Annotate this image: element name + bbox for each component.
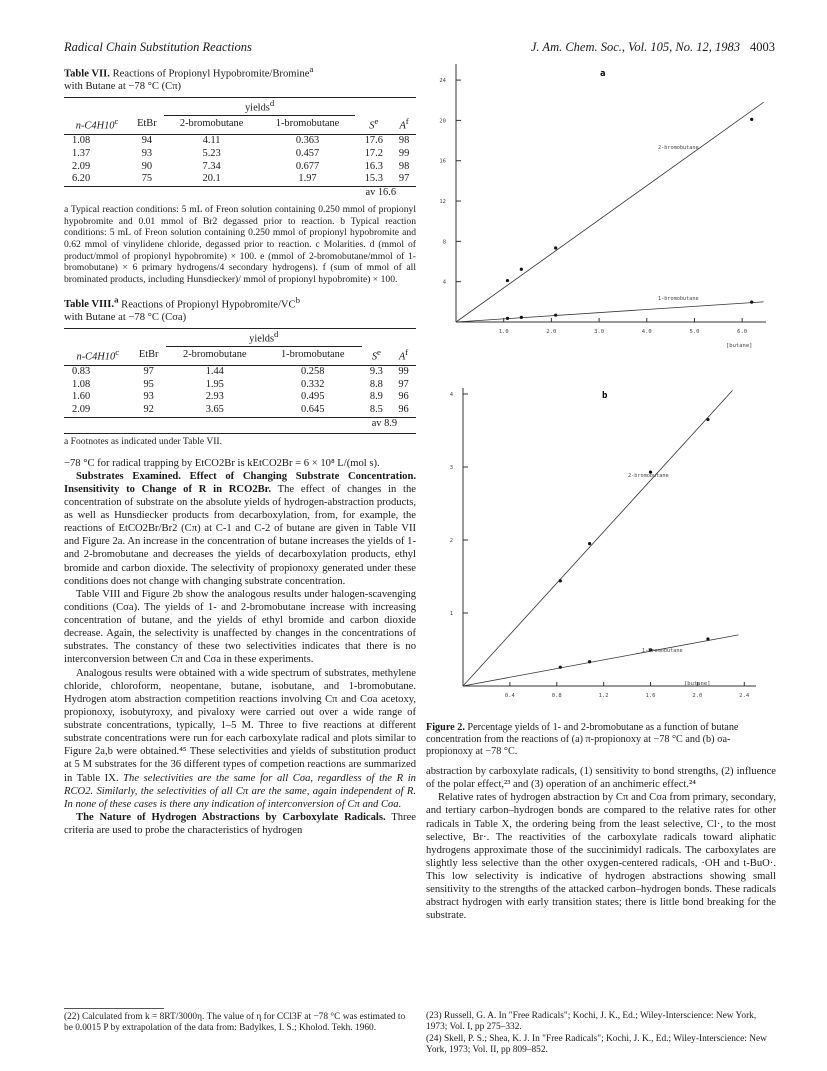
table8-col-s: $S^e$ (362, 347, 391, 366)
table8-title2: with Butane at −78 °C (Cσa) (64, 312, 187, 324)
table8-cell: 97 (143, 365, 154, 377)
table8-cell: 9.3 (369, 365, 383, 377)
table8-footnote: a Footnotes as indicated under Table VII. (64, 433, 416, 448)
table8-cell: 8.9 (369, 391, 383, 403)
data-point (559, 579, 562, 582)
data-point (554, 314, 557, 317)
left-footnotes (64, 1008, 416, 1035)
data-point (559, 666, 562, 669)
right-footnotes (426, 1008, 776, 1057)
section-heading-substrates: Substrates Examined. Effect of Changing Substrate Concentration. Insensitivity to Change of R in RCO2Br. (64, 470, 416, 495)
table8-title-sup: b (295, 294, 301, 305)
figure-2b-label: b (602, 391, 608, 401)
x-tick-label: 2.4 (739, 693, 750, 699)
table7-footnote: e (mmol of 2-bromobutane/mmol of 1-bromobutane) × 6 primary hydrogens/4 secondary hydrogens). (64, 250, 417, 274)
table8-col-1b: 1-bromobutane (264, 347, 362, 366)
table8-cell: 0.258 (301, 365, 325, 377)
table7-cell: 90 (141, 160, 153, 172)
table7-caption (64, 64, 416, 94)
table8-yields-header: yields$^d$ (166, 328, 362, 346)
left-paragraph-5: The Nature of Hydrogen Abstractions by Carboxylate Radicals. Three criteria are used to probe the characteristics of hydrogen (64, 811, 416, 837)
x-tick-label: 1.0 (498, 329, 509, 335)
table8-cell: 0.83 (72, 365, 91, 377)
figure-2-caption: Figure 2. Percentage yields of 1- and 2-bromobutane as a function of butane concentration from the reactions of (a) π-propionoxy at −78 °C and (b) σa-propionoxy at −78 °C. (426, 722, 739, 758)
table8-cell: 8.8 (369, 378, 383, 390)
table7-cell: 20.1 (164, 173, 260, 186)
table7-cell: 98 (398, 134, 410, 146)
left-paragraph-1: −78 °C for radical trapping by EtCO2Br is kEtCO2Br = 6 × 10⁸ L/(mol s). (64, 457, 380, 469)
table8-row (64, 391, 416, 404)
series-label-upper: 2-bromobutane (628, 473, 669, 479)
table8-cell: 3.65 (166, 404, 264, 417)
table7-col-2b: 2-bromobutane (164, 116, 260, 135)
data-point (706, 637, 709, 640)
table7-footnote: b Typical reaction conditions: 5 mL of Freon solution containing 0.250 mmol of propionyl hypobromite and 0.62 mmol of vinylidene chloride, degassed prior to reaction. (64, 215, 417, 251)
table7-col-1b: 1-bromobutane (260, 116, 356, 135)
table7 (64, 97, 416, 200)
x-axis-unit: [butane] (684, 681, 711, 687)
x-tick-label: 3.0 (594, 329, 605, 335)
table8-title: Reactions of Propionyl Hypobromite/VC (121, 299, 296, 311)
table7-cell: 16.3 (364, 160, 383, 172)
x-tick-label: 1.2 (598, 693, 609, 699)
table7-row (64, 134, 416, 147)
right-body-text (426, 765, 776, 923)
data-point (750, 118, 753, 121)
table7-cell: 5.23 (202, 147, 221, 159)
table7-cell: 17.6 (364, 134, 383, 146)
table7-cell: 2.09 (72, 160, 91, 172)
table7-col-etbr: EtBr (130, 116, 164, 135)
table8-label: Table VIII.$^a$ (64, 294, 119, 311)
table7-cell: 99 (398, 147, 410, 159)
table7-row (64, 148, 416, 161)
y-tick-label: 20 (439, 118, 446, 125)
table7-footnote: a Typical reaction conditions: 5 mL of Freon solution containing 0.250 mmol of propionyl hypobromite and 0.01 mmol of Br2 degassed prior to reaction. (64, 203, 416, 227)
x-tick-label: 0.8 (551, 693, 562, 699)
table8-col-2b: 2-bromobutane (166, 347, 264, 366)
y-tick-label: 8 (442, 239, 446, 246)
y-tick-label: 1 (449, 611, 453, 617)
table7-col-s: $S^e$ (355, 116, 392, 135)
y-tick-label: 4 (449, 392, 453, 398)
left-body-text (64, 457, 416, 838)
x-tick-label: 4.0 (641, 329, 652, 335)
table7-cell: 15.3 (355, 173, 392, 186)
table8-cell: 1.44 (205, 365, 224, 377)
table8-cell: 2.09 (64, 404, 132, 417)
table7-cell: 1.08 (72, 134, 91, 146)
footnote-24: (24) Skell, P. S.; Shea, K. J. In "Free Radicals"; Kochi, J. K., Ed.; Wiley-Interscience: New York, 1973; Vol. II, pp 809–852. (426, 1033, 767, 1056)
table7-cell: 1.97 (260, 173, 356, 186)
table8-row (64, 365, 416, 378)
table8-cell: 92 (132, 404, 166, 417)
x-tick-label: 2.0 (692, 693, 703, 699)
table7-col-n: n-C4H10$^c$ (64, 116, 130, 135)
footnote-22: (22) Calculated from k = 8RT/3000η. The value of η for CCl3F at −78 °C was estimated to be 0.0015 P by extrapolation of the data from: Badylkes, I. S.; Kholod. Tekh. 1960. (64, 1012, 406, 1034)
left-paragraph-4: Analogous results were obtained with a wide spectrum of substrates, methylene chloride, chloroform, neopentane, butane, isobutane, and 1-bromobutane. Hydrogen atom abstraction competition reactions involving Cπ and Cσa acetoxy, propionoxy, isobutyroxy, and pivaloxy were carried out over a wide range of substrate concentrations, typically, 1–5 M. Three to five reactions at different substrate concentrations were run for each carboxylate radical and plots similar to Figure 2a,b were obtained.⁴⁵ These selectivities and yields of substitution product at 5 M substrates for the 36 different types of competion reactions are summarized in Table IX. The selectivities are the same for all Cσa, regardless of the R in RCO2. Similarly, the selectivities of all Cπ are the same, again independent of R. In none of these cases is there any indication of interconversion of Cπ and Cσa. (64, 667, 416, 810)
x-tick-label: 1.6 (645, 693, 656, 699)
table7-cell: 17.2 (364, 147, 383, 159)
y-tick-label: 12 (439, 199, 446, 206)
left-paragraph-3: Table VIII and Figure 2b show the analogous results under halogen-scavenging conditions (Cσa). The yields of 1- and 2-bromobutane increase with increasing concentration of butane, and the yields of ethyl bromide and carbon dioxide decrease. Again, the selectivity is unaffected by changes in the concentrations of substrates. The constancy of these two selectivities indicates that there is no interconversion between Cπ and Cσa in these experiments. (64, 588, 416, 666)
table8-cell: 0.645 (264, 404, 362, 417)
fit-line-lower (463, 635, 738, 686)
section-heading-nature: The Nature of Hydrogen Abstractions by Carboxylate Radicals. (76, 811, 386, 823)
table7-cell: 4.11 (202, 134, 221, 146)
table7-label: Table VII. (64, 68, 110, 80)
y-tick-label: 24 (439, 78, 446, 85)
table7-average: av 16.6 (365, 187, 397, 199)
table7-row (64, 173, 416, 186)
fit-line-upper (463, 390, 733, 686)
table7-row (64, 161, 416, 174)
table8-cell: 1.95 (205, 378, 224, 390)
table7-cell: 93 (141, 147, 153, 159)
table8-cell: 93 (143, 391, 154, 403)
table8-caption (64, 295, 416, 325)
right-paragraph-2: Relative rates of hydrogen abstraction by Cπ and Cσa from primary, secondary, and tertiary carbon–hydrogen bonds are compared to the relative rates for other radicals in Table X, the ordering being from the least selective, Cl·, to the most selective, Br·. The reactivities of the carboxylate radicals toward aliphatic hydrogens approximate those of the succinimidyl radicals. The carboxylates are slightly less selective than the other oxygen-centered radicals, ·OH and t-BuO·. This low selectivity is indicative of hydrogen abstractions showing small sensitivity to the strengths of the attacked carbon–hydrogen bonds. These radicals abstract hydrogen with early transition states; there is little bond breaking for the substrate. (426, 792, 776, 922)
table8-col-n: n-C4H10$^c$ (64, 347, 132, 366)
table8-col-a: $A^f$ (391, 347, 416, 366)
y-tick-label: 3 (449, 465, 453, 471)
table7-footnotes (64, 204, 416, 286)
data-point (520, 316, 523, 319)
x-tick-label: 5.0 (689, 329, 700, 335)
page-number: 4003 (750, 40, 775, 54)
data-point (588, 660, 591, 663)
table8-cell: 0.332 (301, 378, 325, 390)
table8-cell: 96 (398, 391, 409, 403)
data-point (750, 301, 753, 304)
table8-average: av 8.9 (371, 418, 398, 430)
x-tick-label: 0.4 (504, 693, 515, 699)
y-tick-label: 4 (442, 279, 446, 286)
table8-cell: 96 (391, 404, 416, 417)
table7-cell: 7.34 (202, 160, 221, 172)
table7-cell: 75 (130, 173, 164, 186)
table7-title-sup: a (309, 64, 314, 74)
table7-cell: 0.677 (295, 160, 320, 172)
table8-cell: 97 (398, 378, 409, 390)
footnote-23: (23) Russell, G. A. In "Free Radicals"; Kochi, J. K., Ed.; Wiley-Interscience: New York, 1973; Vol. I, pp 275–332. (426, 1011, 757, 1033)
series-label-lower: 1-bromobutane (658, 296, 699, 302)
data-point (554, 246, 557, 249)
footnote-rule (64, 1008, 164, 1009)
table7-cell: 94 (141, 134, 153, 146)
x-tick-label: 6.0 (737, 329, 748, 335)
figure-2a (426, 60, 776, 384)
fit-line-upper (456, 102, 764, 322)
table8-cell: 1.60 (72, 391, 91, 403)
journal-name: J. Am. Chem. Soc., Vol. 105, No. 12, 1983 (530, 40, 740, 54)
figure-2b (426, 384, 776, 700)
table7-footnote: f (sum of mmol of all brominated products, including Hunsdiecker)/ mmol of propionyl hypobromite) × 100. (64, 262, 416, 286)
table8-cell: 0.495 (301, 391, 325, 403)
table7-cell: 1.37 (72, 147, 91, 159)
table8-cell: 8.5 (362, 404, 391, 417)
left-paragraph-2: Substrates Examined. Effect of Changing Substrate Concentration. Insensitivity to Change of R in RCO2Br. The effect of changes in the concentration of substrate on the absolute yields of hydrogen-abstraction products, as well as Hunsdiecker products from decarboxylation, from, for example, the reactions of EtCO2Br/Br2 (Cπ) at C-1 and C-2 of butane are given in Table VII and Figure 2a. An increase in the concentration of butane increases the yields of 1- and 2-bromobutane and decreases the yields of decarboxylation products, ethyl bromide and carbon dioxide. The selectivity of propionoxy generated under these conditions does not change with changing substrate concentration. (64, 470, 416, 587)
table8-cell: 2.93 (205, 391, 224, 403)
journal-citation (531, 40, 775, 55)
y-tick-label: 16 (439, 158, 446, 165)
table7-title2: with Butane at −78 °C (Cπ) (64, 81, 182, 93)
data-point (520, 268, 523, 271)
fit-line-lower (456, 302, 764, 322)
series-label-upper: 2-bromobutane (658, 145, 699, 151)
table7-footnote: d (mmol of product/mmol of propionyl hypobromite) × 100. (64, 239, 416, 262)
table8-row (64, 404, 416, 417)
data-point (706, 418, 709, 421)
table7-footnote: c Molarities. (311, 239, 366, 251)
table8-cell: 95 (143, 378, 154, 390)
table8-row (64, 379, 416, 392)
table7-cell: 0.457 (295, 147, 320, 159)
right-paragraph-1: abstraction by carboxylate radicals, (1) sensitivity to bond strengths, (2) influence of the polar effect,²³ and (3) operation of an anchimeric effect.²⁴ (426, 766, 776, 791)
x-axis-unit: [butane] (726, 343, 753, 349)
running-title: Radical Chain Substitution Reactions (64, 40, 252, 54)
table7-cell: 0.363 (295, 134, 320, 146)
data-point (588, 542, 591, 545)
series-label-lower: 1-bromobutane (642, 648, 683, 654)
table7-cell: 98 (398, 160, 410, 172)
table7-yields-header: yields$^d$ (164, 97, 356, 115)
figure-2a-label: a (600, 69, 606, 79)
left-column (64, 64, 416, 837)
table8-cell: 1.08 (72, 378, 91, 390)
data-point (506, 279, 509, 282)
table7-title: Reactions of Propionyl Hypobromite/Bromine (112, 68, 310, 80)
table7-col-a: $A^f$ (392, 116, 416, 135)
table8 (64, 328, 416, 431)
y-tick-label: 2 (449, 538, 453, 544)
data-point (506, 317, 509, 320)
table8-col-etbr: EtBr (132, 347, 166, 366)
table8-cell: 99 (398, 365, 409, 377)
x-tick-label: 2.0 (546, 329, 557, 335)
table7-cell: 97 (392, 173, 416, 186)
table7-cell: 6.20 (64, 173, 130, 186)
